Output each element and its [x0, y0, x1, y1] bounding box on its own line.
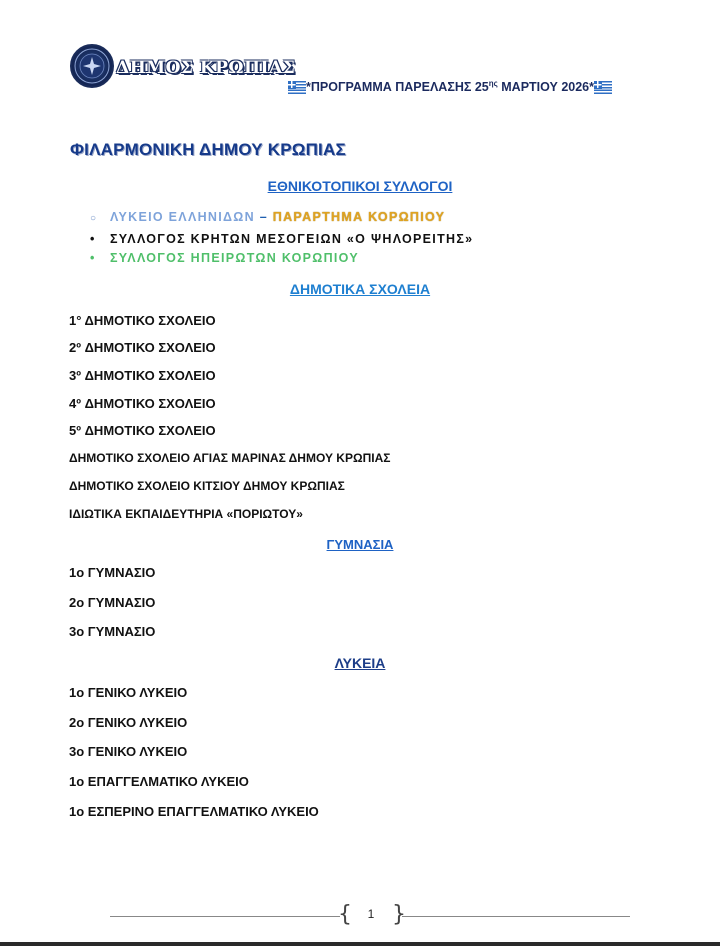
bullet-icon: ○: [90, 213, 98, 224]
gymnasia-heading: ΓΥΜΝΑΣΙΑ: [326, 537, 394, 552]
list-item: 2ο ΓΥΜΝΑΣΙΟ: [69, 595, 156, 610]
list-item: 1ο ΓΥΜΝΑΣΙΟ: [69, 565, 156, 580]
list-item: ΙΔΙΩΤΙΚΑ ΕΚΠΑΙΔΕΥΤΗΡΙΑ «ΠΟΡΙΩΤΟΥ»: [69, 507, 303, 521]
list-item: 2ο ΓΕΝΙΚΟ ΛΥΚΕΙΟ: [69, 715, 188, 730]
list-item: 3ο ΓΥΜΝΑΣΙΟ: [69, 624, 156, 639]
lykeia-heading: ΛΥΚΕΙΑ: [334, 655, 386, 671]
page-number: 1: [367, 907, 375, 921]
program-title-text: *ΠΡΟΓΡΑΜΜΑ ΠΑΡΕΛΑΣΗΣ 25: [306, 80, 489, 95]
list-item: [90, 232, 473, 246]
list-item: 1ο ΕΣΠΕΡΙΝΟ ΕΠΑΓΓΕΛΜΑΤΙΚΟ ΛΥΚΕΙΟ: [69, 804, 319, 819]
list-item: 3º ΔΗΜΟΤΙΚΟ ΣΧΟΛΕΙΟ: [69, 368, 216, 383]
associations-heading: ΕΘΝΙΚΟΤΟΠΙΚΟΙ ΣΥΛΛΟΓΟΙ: [267, 178, 453, 194]
list-item: 5º ΔΗΜΟΤΙΚΟ ΣΧΟΛΕΙΟ: [69, 423, 216, 438]
association-branch: ΠΑΡΑΡΤΗΜΑ ΚΟΡΩΠΙΟΥ: [272, 210, 446, 224]
association-name: ΛΥΚΕΙΟ ΕΛΛΗΝΙΔΩΝ: [110, 210, 255, 224]
greek-flag-icon: [288, 81, 306, 94]
left-brace: {: [338, 902, 352, 927]
association-name: ΣΥΛΛΟΓΟΣ ΚΡΗΤΩΝ ΜΕΣΟΓΕΙΩΝ «Ο ΨΗΛΟΡΕΙΤΗΣ»: [110, 232, 474, 246]
list-item: ΔΗΜΟΤΙΚΟ ΣΧΟΛΕΙΟ ΚΙΤΣΙΟΥ ΔΗΜΟΥ ΚΡΩΠΙΑΣ: [69, 479, 345, 493]
list-item: [90, 210, 445, 224]
separator: –: [254, 210, 273, 224]
page-bottom-edge: [0, 942, 720, 946]
list-item: 1ο ΓΕΝΙΚΟ ΛΥΚΕΙΟ: [69, 685, 188, 700]
municipality-name: ΔΗΜΟΣ ΚΡΩΠΙΑΣ: [116, 58, 296, 78]
philharmonic-title: ΦΙΛΑΡΜΟΝΙΚΗ ΔΗΜΟΥ ΚΡΩΠΙΑΣ: [70, 140, 346, 159]
program-title-date: ΜΑΡΤΙΟΥ 2026*: [497, 80, 594, 95]
footer-rule-right: [402, 916, 630, 917]
list-item: 1ο ΕΠΑΓΓΕΛΜΑΤΙΚΟ ΛΥΚΕΙΟ: [69, 774, 249, 789]
association-name: ΣΥΛΛΟΓΟΣ ΗΠΕΙΡΩΤΩΝ ΚΟΡΩΠΙΟΥ: [110, 251, 359, 265]
program-title-sup: ης: [488, 79, 498, 88]
list-item: ΔΗΜΟΤΙΚΟ ΣΧΟΛΕΙΟ ΑΓΙΑΣ ΜΑΡΙΝΑΣ ΔΗΜΟΥ ΚΡΩΠΙΑΣ: [69, 451, 391, 465]
list-item: 1° ΔΗΜΟΤΙΚΟ ΣΧΟΛΕΙΟ: [69, 313, 216, 328]
primary-schools-heading: ΔΗΜΟΤΙΚΑ ΣΧΟΛΕΙΑ: [289, 281, 431, 297]
greek-flag-icon: [594, 81, 612, 94]
bullet-icon: •: [90, 232, 96, 246]
bullet-icon: •: [90, 251, 96, 265]
list-item: 2º ΔΗΜΟΤΙΚΟ ΣΧΟΛΕΙΟ: [69, 340, 216, 355]
municipality-seal-icon: [70, 44, 114, 88]
list-item: 4º ΔΗΜΟΤΙΚΟ ΣΧΟΛΕΙΟ: [69, 396, 216, 411]
program-title: [288, 79, 612, 94]
list-item: [90, 251, 359, 265]
footer-rule-left: [110, 916, 340, 917]
list-item: 3ο ΓΕΝΙΚΟ ΛΥΚΕΙΟ: [69, 744, 188, 759]
right-brace: }: [392, 902, 406, 927]
